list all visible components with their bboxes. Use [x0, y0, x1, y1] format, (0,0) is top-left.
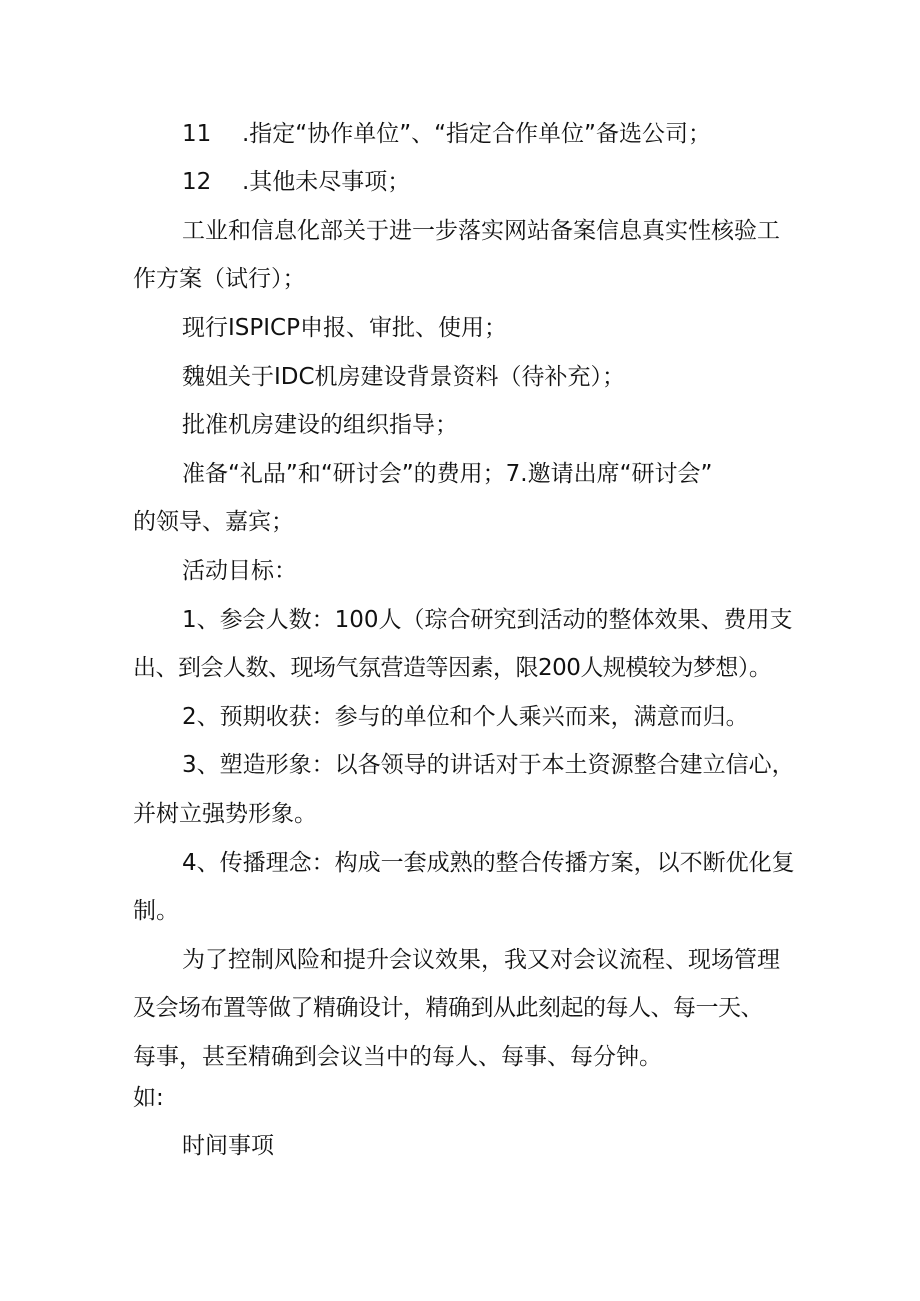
paragraph-line: 每事，甚至精确到会议当中的每人、每事、每分钟。 [133, 1044, 662, 1070]
paragraph-line: 作方案（试行）； [133, 266, 306, 292]
paragraph-line: 魏姐关于IDC机房建设背景资料（待补充）； [182, 364, 626, 390]
paragraph-line: 的领导、嘉宾； [133, 509, 294, 535]
paragraph-line: 工业和信息化部关于进一步落实网站备案信息真实性核验工 [182, 218, 780, 244]
paragraph-line: 3、塑造形象：以各领导的讲话对于本土资源整合建立信心， [182, 752, 795, 778]
list-item-12 [182, 167, 798, 197]
paragraph-line: 为了控制风险和提升会议效果，我又对会议流程、现场管理 [182, 947, 780, 973]
paragraph-line: 2、预期收获：参与的单位和个人乘兴而来，满意而归。 [182, 704, 749, 730]
list-number: 11 [182, 121, 212, 147]
paragraph-line: 4、传播理念：构成一套成熟的整合传播方案，以不断优化复 [182, 850, 795, 876]
paragraph-line: 准备“礼品”和“研讨会”的费用；7.邀请出席“研讨会” [182, 461, 713, 487]
paragraph-line: 出、到会人数、现场气氛营造等因素，限200人规模较为梦想）。 [133, 655, 772, 681]
paragraph-line: 如: [133, 1085, 164, 1111]
paragraph-line: 1、参会人数：100人（琮合研究到活动的整体效果、费用支 [182, 607, 793, 633]
paragraph-line: 批准机房建设的组织指导； [182, 412, 458, 438]
paragraph-line: 时间事项 [182, 1133, 274, 1159]
paragraph-line: 及会场布置等做了精确设计，精确到从此刻起的每人、每一天、 [133, 995, 763, 1021]
list-item-11 [182, 119, 798, 149]
paragraph-line: 现行ISPICP申报、审批、使用； [182, 315, 507, 341]
list-text: .其他未尽事项； [242, 169, 411, 195]
paragraph-line: 制。 [133, 898, 179, 924]
section-heading: 活动目标： [182, 558, 297, 584]
list-number: 12 [182, 169, 212, 195]
list-text: .指定“协作单位”、“指定合作单位”备选公司； [242, 121, 711, 147]
paragraph-line: 并树立强势形象。 [133, 801, 317, 827]
